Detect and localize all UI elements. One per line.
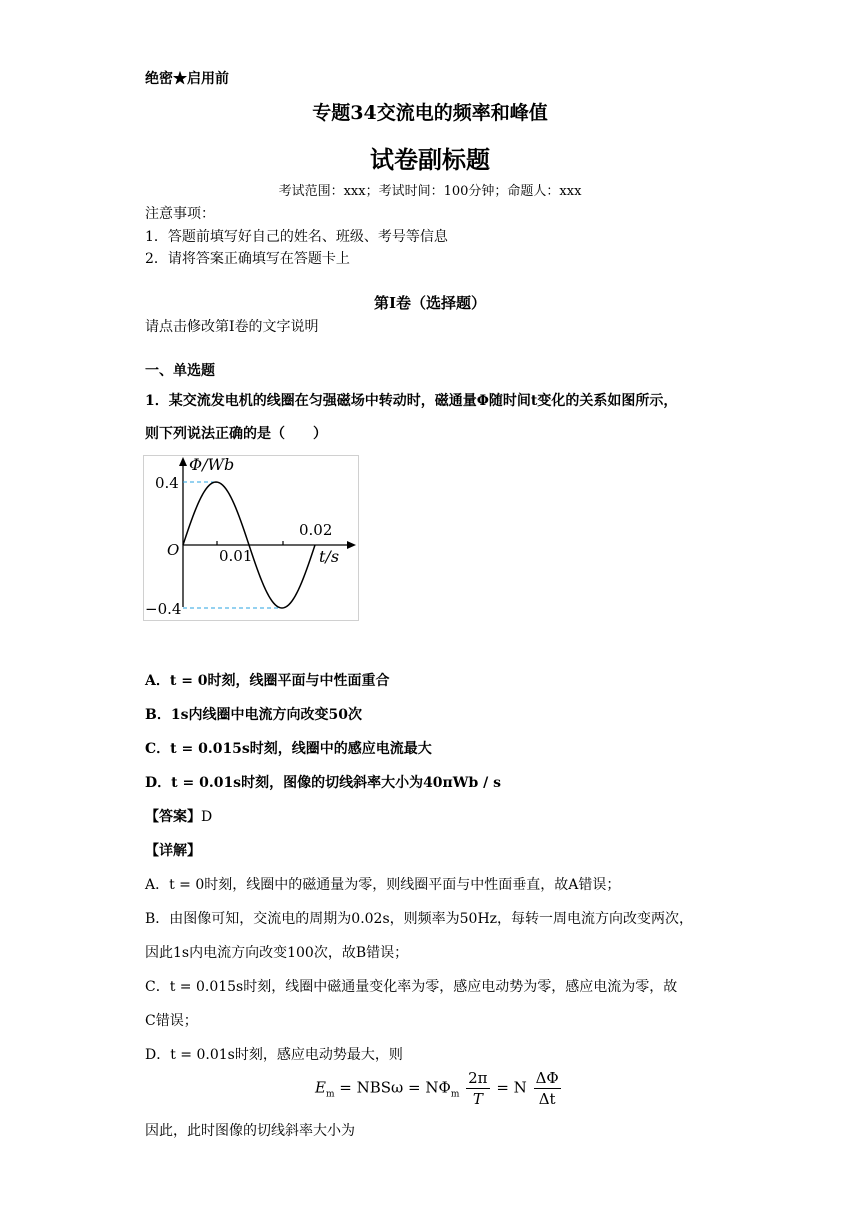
- formula-fraction-1: [466, 1068, 489, 1109]
- question-stem-line2: 则下列说法正确的是（ ）: [145, 426, 327, 442]
- notes-item-2: 2．请将答案正确填写在答题卡上: [145, 251, 350, 267]
- section-desc: 请点击修改第I卷的文字说明: [145, 319, 319, 335]
- option-b: B．1s内线圈中电流方向改变50次: [145, 707, 362, 723]
- formula-lhs: E: [315, 1078, 326, 1097]
- flux-graph: [143, 455, 359, 621]
- y-axis-label: Φ/Wb: [189, 455, 235, 474]
- fraction-1-numerator: 2π: [468, 1069, 488, 1087]
- explanation-b-line2: 因此1s内电流方向改变100次，故B错误；: [145, 945, 409, 961]
- notes-heading: 注意事项：: [145, 206, 215, 222]
- option-a: A．t = 0时刻，线圈平面与中性面重合: [145, 673, 390, 689]
- option-c: C．t = 0.015s时刻，线圈中的感应电流最大: [145, 741, 432, 757]
- answer-value: D: [201, 809, 213, 825]
- explanation-b-line1: B．由图像可知，交流电的周期为0.02s，则频率为50Hz，每转一周电流方向改变两次，: [145, 911, 694, 927]
- emf-formula: [315, 1068, 563, 1109]
- part-title: 一、单选题: [145, 363, 215, 379]
- fraction-2-denominator: Δt: [538, 1090, 556, 1108]
- question-stem-line1: 1．某交流发电机的线圈在匀强磁场中转动时，磁通量Φ随时间t变化的关系如图所示，: [145, 393, 678, 409]
- doc-subtitle: 试卷副标题: [370, 145, 490, 174]
- x-tick-label-1: 0.01: [219, 547, 253, 565]
- secret-mark: 绝密★启用前: [145, 71, 229, 87]
- answer-label: 【答案】: [145, 809, 201, 825]
- x-axis-arrow: [347, 541, 356, 549]
- exam-info: 考试范围：xxx；考试时间：100分钟；命题人：xxx: [278, 184, 582, 199]
- doc-title: 专题34交流电的频率和峰值: [312, 102, 548, 124]
- y-min-label: −0.4: [145, 600, 182, 618]
- explanation-conclusion: 因此，此时图像的切线斜率大小为: [145, 1123, 355, 1139]
- fraction-1-denominator: T: [472, 1090, 483, 1108]
- y-axis-arrow: [179, 457, 187, 466]
- formula-mid-sub: m: [450, 1089, 460, 1100]
- formula-mid: = NBSω = NΦ: [339, 1078, 451, 1097]
- y-max-label: 0.4: [155, 474, 179, 492]
- explanation-d-line1: D．t = 0.01s时刻，感应电动势最大，则: [145, 1047, 403, 1063]
- explanation-a: A．t = 0时刻，线圈中的磁通量为零，则线圈平面与中性面垂直，故A错误；: [145, 877, 621, 893]
- answer-line: [145, 806, 212, 826]
- formula-eq: = N: [496, 1078, 527, 1097]
- origin-label: O: [167, 541, 180, 559]
- x-tick-label-2: 0.02: [299, 521, 333, 539]
- section-title: 第I卷（选择题）: [373, 294, 487, 312]
- formula-fraction-2: [534, 1068, 561, 1109]
- option-d: D．t = 0.01s时刻，图像的切线斜率大小为40πWb / s: [145, 775, 502, 791]
- formula-lhs-sub: m: [325, 1089, 335, 1100]
- explanation-c-line1: C．t = 0.015s时刻，线圈中磁通量变化率为零，感应电动势为零，感应电流为零，故: [145, 979, 678, 995]
- flux-graph-svg: [143, 455, 359, 621]
- fraction-2-numerator: ΔΦ: [535, 1069, 559, 1087]
- explanation-c-line2: C错误；: [145, 1013, 198, 1029]
- x-axis-label: t/s: [319, 547, 340, 566]
- detail-label: 【详解】: [145, 843, 201, 859]
- notes-item-1: 1．答题前填写好自己的姓名、班级、考号等信息: [145, 229, 448, 245]
